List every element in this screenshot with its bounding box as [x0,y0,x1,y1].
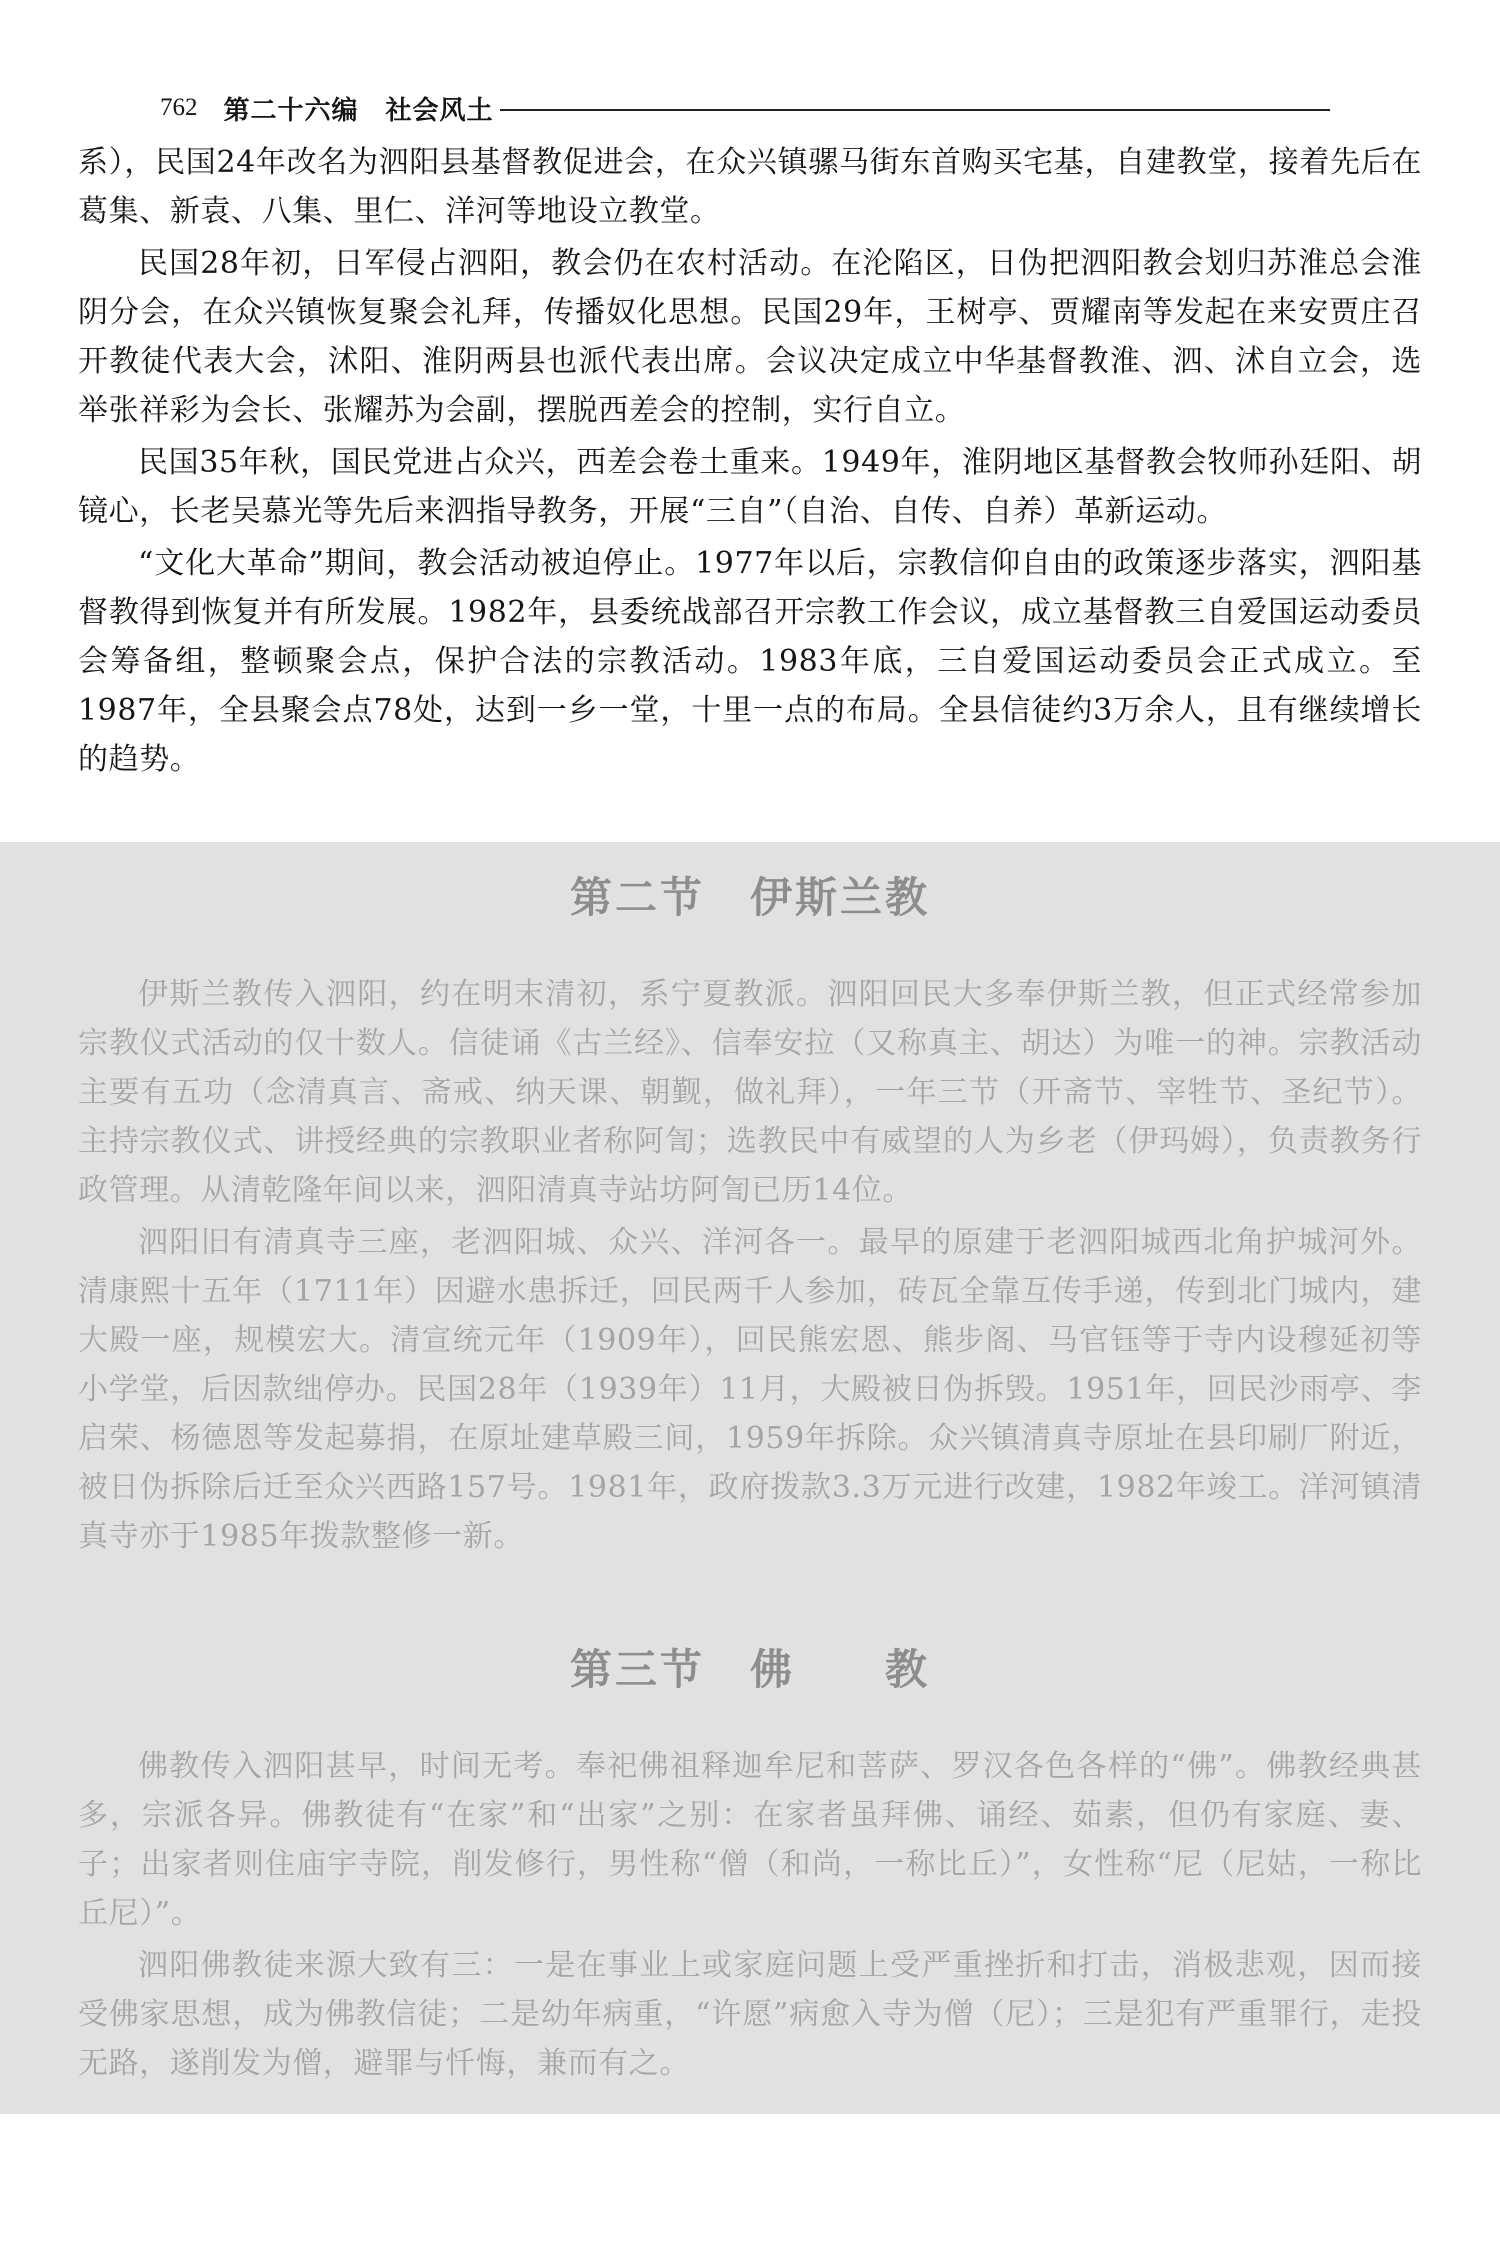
header-rule [500,109,1330,111]
paragraph: 系），民国24年改名为泗阳县基督教促进会，在众兴镇骡马街东首购买宅基，自建教堂，接着先后在葛集、新袁、八集、里仁、洋河等地设立教堂。 [78,145,1422,229]
section-heading-islam: 第二节 伊斯兰教 [569,873,930,922]
page-number: 762 [160,94,198,121]
faded-region [0,842,1500,2114]
running-title: 第二十六编 社会风土 [223,95,494,126]
christianity-continuation [78,138,1422,787]
paragraph: 泗阳旧有清真寺三座，老泗阳城、众兴、洋河各一。最早的原建于老泗阳城西北角护城河外。清康熙十五年（1711年）因避水患拆迁，回民两千人参加，砖瓦全靠互传手递，传到北门城内，建大殿一座，规模宏大。清宣统元年（1909年），回民熊宏恩、熊步阁、马官钰等于寺内设穆延初等小学堂，后因款绌停办。民国28年（1939年）11月，大殿被日伪拆毁。1951年，回民沙雨亭、李启荣、杨德恩等发起募捐，在原址建草殿三间，1959年拆除。众兴镇清真寺原址在县印刷厂附近，被日伪拆除后迁至众兴西路157号。1981年，政府拨款3.3万元进行改建，1982年竣工。洋河镇清真寺亦于1985年拨款整修一新。 [78,1225,1422,1554]
running-header [160,88,1330,128]
paragraph: “文化大革命”期间，教会活动被迫停止。1977年以后，宗教信仰自由的政策逐步落实，泗阳基督教得到恢复并有所发展。1982年，县委统战部召开宗教工作会议，成立基督教三自爱国运动委员会筹备组，整顿聚会点，保护合法的宗教活动。1983年底，三自爱国运动委员会正式成立。至1987年，全县聚会点78处，达到一乡一堂，十里一点的布局。全县信徒约3万余人，且有继续增长的趋势。 [78,546,1422,777]
paragraph: 佛教传入泗阳甚早，时间无考。奉祀佛祖释迦牟尼和菩萨、罗汉各色各样的“佛”。佛教经典甚多，宗派各异。佛教徒有“在家”和“出家”之别：在家者虽拜佛、诵经、茹素，但仍有家庭、妻、子；出家者则住庙宇寺院，削发修行，男性称“僧（和尚，一称比丘）”，女性称“尼（尼姑，一称比丘尼）”。 [78,1749,1422,1931]
section-body-buddhism [78,1742,1422,2091]
paragraph: 伊斯兰教传入泗阳，约在明末清初，系宁夏教派。泗阳回民大多奉伊斯兰教，但正式经常参加宗教仪式活动的仅十数人。信徒诵《古兰经》、信奉安拉（又称真主、胡达）为唯一的神。宗教活动主要有五功（念清真言、斋戒、纳天课、朝觐，做礼拜），一年三节（开斋节、宰牲节、圣纪节）。主持宗教仪式、讲授经典的宗教职业者称阿訇；选教民中有威望的人为乡老（伊玛姆），负责教务行政管理。从清乾隆年间以来，泗阳清真寺站坊阿訇已历14位。 [78,977,1422,1208]
paragraph: 民国35年秋，国民党进占众兴，西差会卷土重来。1949年，淮阴地区基督教会牧师孙廷阳、胡镜心，长老吴慕光等先后来泗指导教务，开展“三自”（自治、自传、自养）革新运动。 [78,445,1422,529]
paragraph: 民国28年初，日军侵占泗阳，教会仍在农村活动。在沦陷区，日伪把泗阳教会划归苏淮总会淮阴分会，在众兴镇恢复聚会礼拜，传播奴化思想。民国29年，王树亭、贾耀南等发起在来安贾庄召开教徒代表大会，沭阳、淮阴两县也派代表出席。会议决定成立中华基督教淮、泗、沭自立会，选举张祥彩为会长、张耀苏为会副，摆脱西差会的控制，实行自立。 [78,246,1422,428]
section-heading-buddhism: 第三节 佛 教 [569,1645,930,1694]
section-body-islam [78,970,1422,1564]
paragraph: 泗阳佛教徒来源大致有三：一是在事业上或家庭问题上受严重挫折和打击，消极悲观，因而接受佛家思想，成为佛教信徒；二是幼年病重，“许愿”病愈入寺为僧（尼）；三是犯有严重罪行，走投无路，遂削发为僧，避罪与忏悔，兼而有之。 [78,1948,1422,2081]
